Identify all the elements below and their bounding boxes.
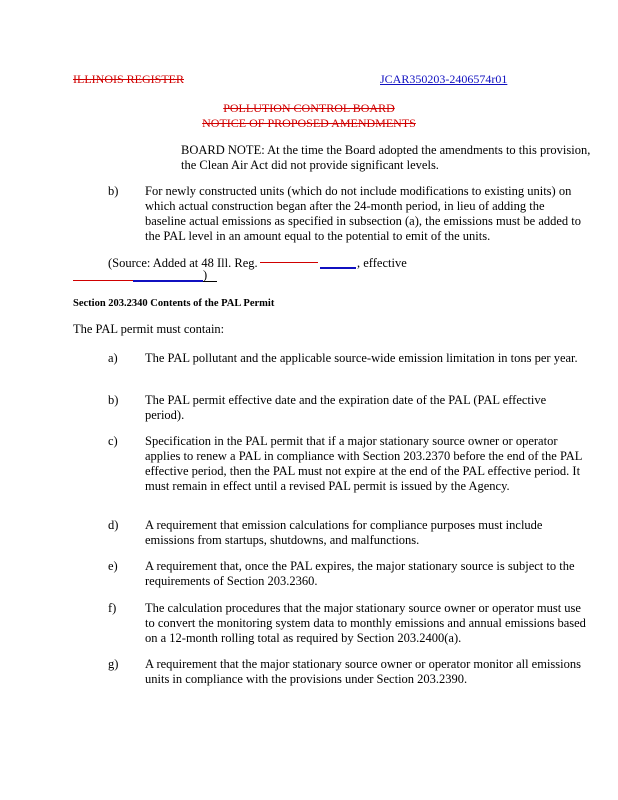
- item-b-text: The PAL permit effective date and the expiration date of the PAL (PAL effective period).: [145, 393, 547, 422]
- notice-title: NOTICE OF PROPOSED AMENDMENTS: [202, 116, 416, 130]
- source-blue-blank-2: [133, 280, 203, 282]
- item-d-text: A requirement that emission calculations for compliance purposes must include emissions from startups, shutdowns, and malfunctions.: [145, 518, 543, 547]
- item-c-label: c): [108, 434, 118, 448]
- item-f-text: The calculation procedures that the major stationary source owner or operator must use to convert the monitoring system data to monthly emissions and annual emissions based on a 12-month rolling total as required by Section 203.2400(a).: [145, 601, 586, 645]
- item-f-label: f): [108, 601, 117, 615]
- item-b-first-text: For newly constructed units (which do not include modifications to existing units) on which actual construction began after the 24-month period, in lieu of adding the baseline actual emissions as specified in subsection (a), the emissions must be added to the PAL level in an amount equal to the potential to emit of the units.: [145, 184, 582, 243]
- header-right-jcar-id: JCAR350203-2406574r01: [380, 72, 508, 86]
- item-a-label: a): [108, 351, 118, 365]
- board-note: BOARD NOTE: At the time the Board adopted the amendments to this provision, the Clean Air Act did not provide significant levels.: [181, 143, 591, 172]
- item-g-text: A requirement that the major stationary source owner or operator monitor all emissions units in compliance with the provisions under Section 203.2390.: [145, 657, 581, 686]
- item-e-label: e): [108, 559, 118, 573]
- source-effective: , effective: [357, 256, 407, 270]
- item-a-text: The PAL pollutant and the applicable source-wide emission limitation in tons per year.: [145, 351, 578, 365]
- section-heading: Section 203.2340 Contents of the PAL Permit: [73, 298, 275, 309]
- source-prefix: (Source: Added at 48 Ill. Reg.: [108, 256, 258, 270]
- header-left-register: ILLINOIS REGISTER: [73, 72, 184, 86]
- item-b-label: b): [108, 393, 119, 407]
- item-g-label: g): [108, 657, 119, 671]
- source-blue-blank: [320, 267, 356, 269]
- source-red-blank-2: [73, 280, 133, 281]
- item-c-text: Specification in the PAL permit that if a major stationary source owner or operator applies to renew a PAL in compliance with Section 203.2370 before the end of the PAL effective period, then the PAL must not expire at the end of the PAL effective period. It must remain in effect until a revised PAL permit is issued by the Agency.: [145, 434, 582, 493]
- source-red-blank: [260, 262, 318, 263]
- item-d-label: d): [108, 518, 119, 532]
- item-e-text: A requirement that, once the PAL expires, the major stationary source is subject to the requirements of Section 203.2360.: [145, 559, 575, 588]
- source-close: ): [203, 268, 208, 282]
- intro-text: The PAL permit must contain:: [73, 322, 225, 336]
- item-b-first-label: b): [108, 184, 119, 198]
- board-title: POLLUTION CONTROL BOARD: [223, 101, 395, 115]
